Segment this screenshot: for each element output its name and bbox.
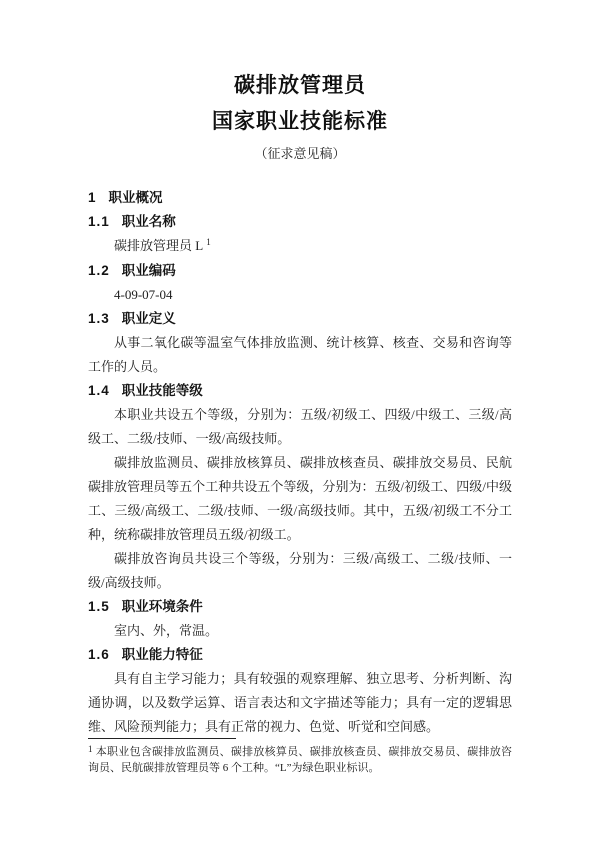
section-number: 1.2	[88, 263, 110, 278]
document-title-line1: 碳排放管理员	[234, 74, 366, 97]
job-name-line	[88, 234, 512, 259]
section-heading-1-4	[88, 379, 512, 403]
section-heading-1-1	[88, 210, 512, 234]
section-title: 职业环境条件	[121, 599, 203, 614]
footnote-marker: 1	[88, 744, 93, 754]
section-heading-1	[88, 186, 512, 210]
job-name-text: 碳排放管理员 L	[114, 238, 204, 253]
section-heading-1-3	[88, 307, 512, 331]
skill-levels-paragraph-1: 本职业共设五个等级，分别为：五级/初级工、四级/中级工、三级/高级工、二级/技师、一级/高级技师。	[88, 407, 512, 446]
draft-note: （征求意见稿）	[254, 146, 346, 161]
job-code-line: 4-09-07-04	[114, 287, 173, 302]
ability-paragraph: 具有自主学习能力；具有较强的观察理解、独立思考、分析判断、沟通协调，以及数学运算、语言表达和文字描述等能力；具有一定的逻辑思维、风险预判能力；具有正常的视力、色觉、听觉和空间感。	[88, 671, 512, 734]
job-definition-paragraph: 从事二氧化碳等温室气体排放监测、统计核算、核查、交易和咨询等工作的人员。	[88, 335, 512, 374]
section-title: 职业编码	[121, 263, 176, 278]
footnote-text: 本职业包含碳排放监测员、碳排放核算员、碳排放核查员、碳排放交易员、碳排放咨询员、民航碳排放管理员等 6 个工种。“L”为绿色职业标识。	[88, 746, 512, 774]
footnote-separator-rule	[88, 738, 236, 739]
section-title: 职业定义	[121, 311, 176, 326]
skill-levels-paragraph-2: 碳排放监测员、碳排放核算员、碳排放核查员、碳排放交易员、民航碳排放管理员等五个工种共设五个等级，分别为：五级/初级工、四级/中级工、三级/高级工、二级/技师、一级/高级技师。其中，五级/初级工不分工种，统称碳排放管理员五级/初级工。	[88, 455, 512, 542]
section-title: 职业名称	[121, 214, 176, 229]
section-title: 职业技能等级	[121, 383, 203, 398]
section-number: 1.5	[88, 599, 110, 614]
job-name-footnote-ref: 1	[206, 237, 211, 247]
section-number: 1.3	[88, 311, 110, 326]
section-heading-1-2	[88, 259, 512, 283]
document-body	[88, 186, 512, 739]
title-block	[88, 68, 512, 164]
footnote-block	[88, 738, 512, 776]
section-number: 1.1	[88, 214, 110, 229]
document-title	[88, 68, 512, 140]
section-heading-1-5	[88, 595, 512, 619]
section-title: 职业能力特征	[121, 647, 203, 662]
section-number: 1.4	[88, 383, 110, 398]
section-heading-1-6	[88, 643, 512, 667]
section-title: 职业概况	[108, 190, 163, 205]
section-number: 1	[88, 190, 97, 205]
environment-paragraph: 室内、外，常温。	[114, 623, 219, 638]
footnote-text-line	[88, 744, 512, 776]
document-title-line2: 国家职业技能标准	[212, 110, 388, 133]
section-number: 1.6	[88, 647, 110, 662]
skill-levels-paragraph-3: 碳排放咨询员共设三个等级，分别为：三级/高级工、二级/技师、一级/高级技师。	[88, 551, 512, 590]
